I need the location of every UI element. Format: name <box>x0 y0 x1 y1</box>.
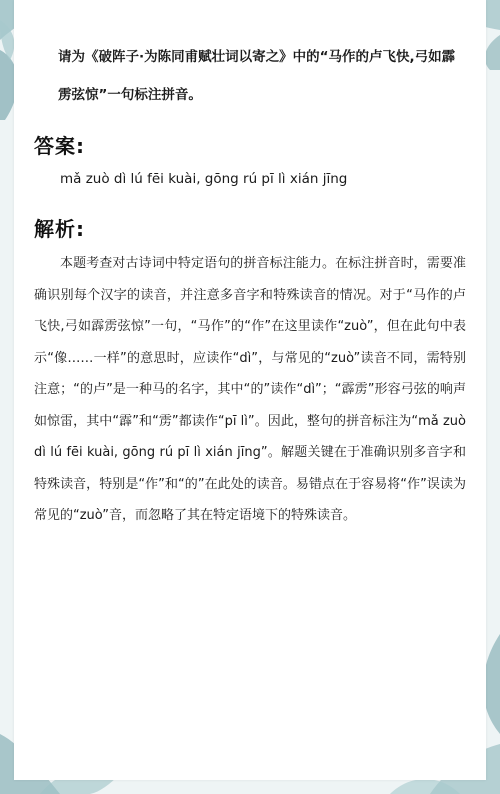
document-page <box>14 0 486 780</box>
answer-heading: 答案: <box>34 134 85 158</box>
question-text: 请为《破阵子·为陈同甫赋壮词以寄之》中的“马作的卢飞快,弓如霹雳弦惊”一句标注拼音。 <box>58 49 456 103</box>
analysis-text: 本题考查对古诗词中特定语句的拼音标注能力。在标注拼音时，需要准确识别每个汉字的读音，并注意多音字和特殊读音的情况。对于“马作的卢飞快,弓如霹雳弦惊”一句，“马作”的“作”在这里读作“zuò”，但在此句中表示“像……一样”的意思时，应读作“dì”，与常见的“zuò”读音不同，需特别注意；“的卢”是一种马的名字，其中“的”读作“dì”；“霹雳”形容弓弦的响声如惊雷，其中“霹”和“雳”都读作“pī lì”。因此，整句的拼音标注为“mǎ zuò dì lú fēi kuài, gōng rú pī lì xián jīng”。解题关键在于准确识别多音字和特殊读音，特别是“作”和“的”在此处的读音。易错点在于容易将“作”误读为常见的“zuò”音，而忽略了其在特定语境下的特殊读音。 <box>34 256 466 523</box>
analysis-heading: 解析: <box>34 217 85 241</box>
answer-text: mǎ zuò dì lú fēi kuài, gōng rú pī lì xián jīng <box>60 171 348 187</box>
